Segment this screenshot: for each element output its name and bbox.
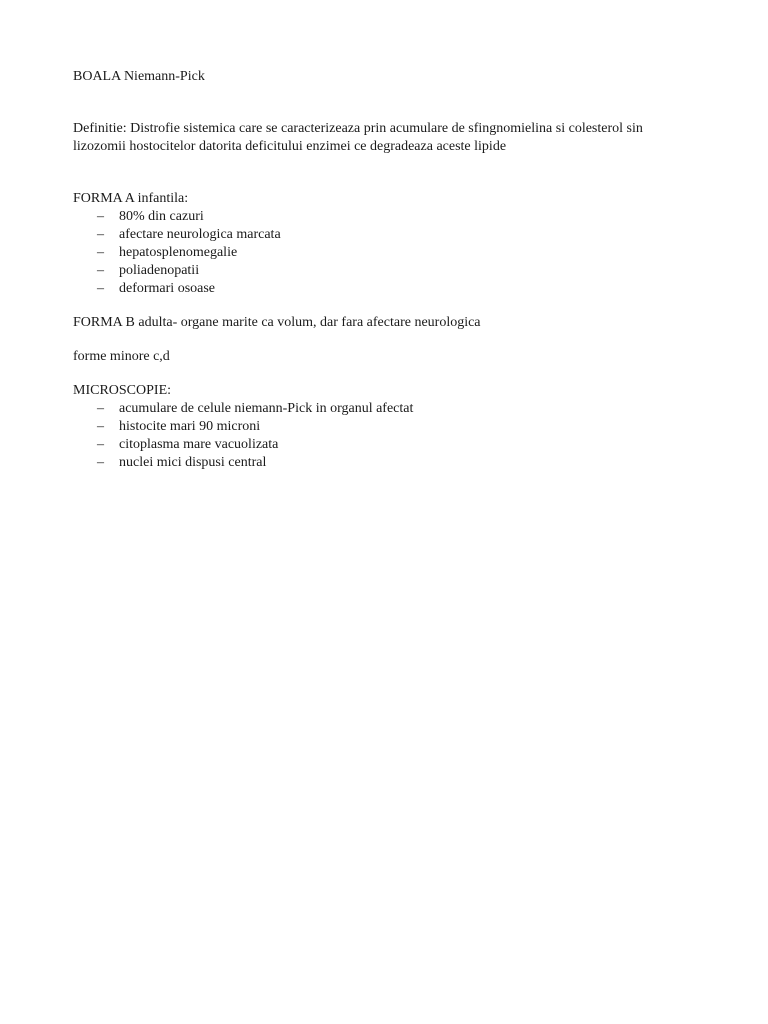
microscopy-list xyxy=(73,400,713,472)
list-item xyxy=(73,280,713,298)
list-item xyxy=(73,262,713,280)
bullet-dash: – xyxy=(97,227,104,242)
list-item xyxy=(73,436,713,454)
document-title: BOALA Niemann-Pick xyxy=(73,69,205,84)
list-item-text: hepatosplenomegalie xyxy=(119,245,238,260)
bullet-dash: – xyxy=(97,281,104,296)
form-b-paragraph: FORMA B adulta- organe marite ca volum, dar fara afectare neurologica xyxy=(73,315,481,330)
list-item xyxy=(73,208,713,226)
bullet-dash: – xyxy=(97,263,104,278)
list-item-text: poliadenopatii xyxy=(119,263,200,278)
bullet-dash: – xyxy=(97,245,104,260)
bullet-dash: – xyxy=(97,419,104,434)
bullet-dash: – xyxy=(97,455,104,470)
definition-text: Definitie: Distrofie sistemica care se caracterizeaza prin acumulare de sfingnomielina si colesterol sin lizozomii hostocitelor datorita deficitului enzimei ce degradeaza aceste lipide xyxy=(73,121,643,154)
bullet-dash: – xyxy=(97,401,104,416)
minor-forms-paragraph: forme minore c,d xyxy=(73,349,170,364)
list-item xyxy=(73,400,713,418)
form-a-heading: FORMA A infantila: xyxy=(73,191,189,206)
form-a-list xyxy=(73,208,713,298)
microscopy-heading: MICROSCOPIE: xyxy=(73,383,172,398)
list-item-text: deformari osoase xyxy=(119,281,216,296)
list-item-text: 80% din cazuri xyxy=(119,209,204,224)
bullet-dash: – xyxy=(97,209,104,224)
list-item xyxy=(73,244,713,262)
microscopy-section xyxy=(73,382,713,472)
list-item-text: acumulare de celule niemann-Pick in organul afectat xyxy=(119,401,414,416)
definition-paragraph xyxy=(73,120,713,156)
list-item xyxy=(73,226,713,244)
list-item-text: nuclei mici dispusi central xyxy=(119,455,267,470)
list-item-text: citoplasma mare vacuolizata xyxy=(119,437,279,452)
list-item xyxy=(73,454,713,472)
list-item-text: histocite mari 90 microni xyxy=(119,419,261,434)
document-page xyxy=(73,68,713,488)
list-item xyxy=(73,418,713,436)
form-a-section xyxy=(73,190,713,298)
list-item-text: afectare neurologica marcata xyxy=(119,227,281,242)
bullet-dash: – xyxy=(97,437,104,452)
